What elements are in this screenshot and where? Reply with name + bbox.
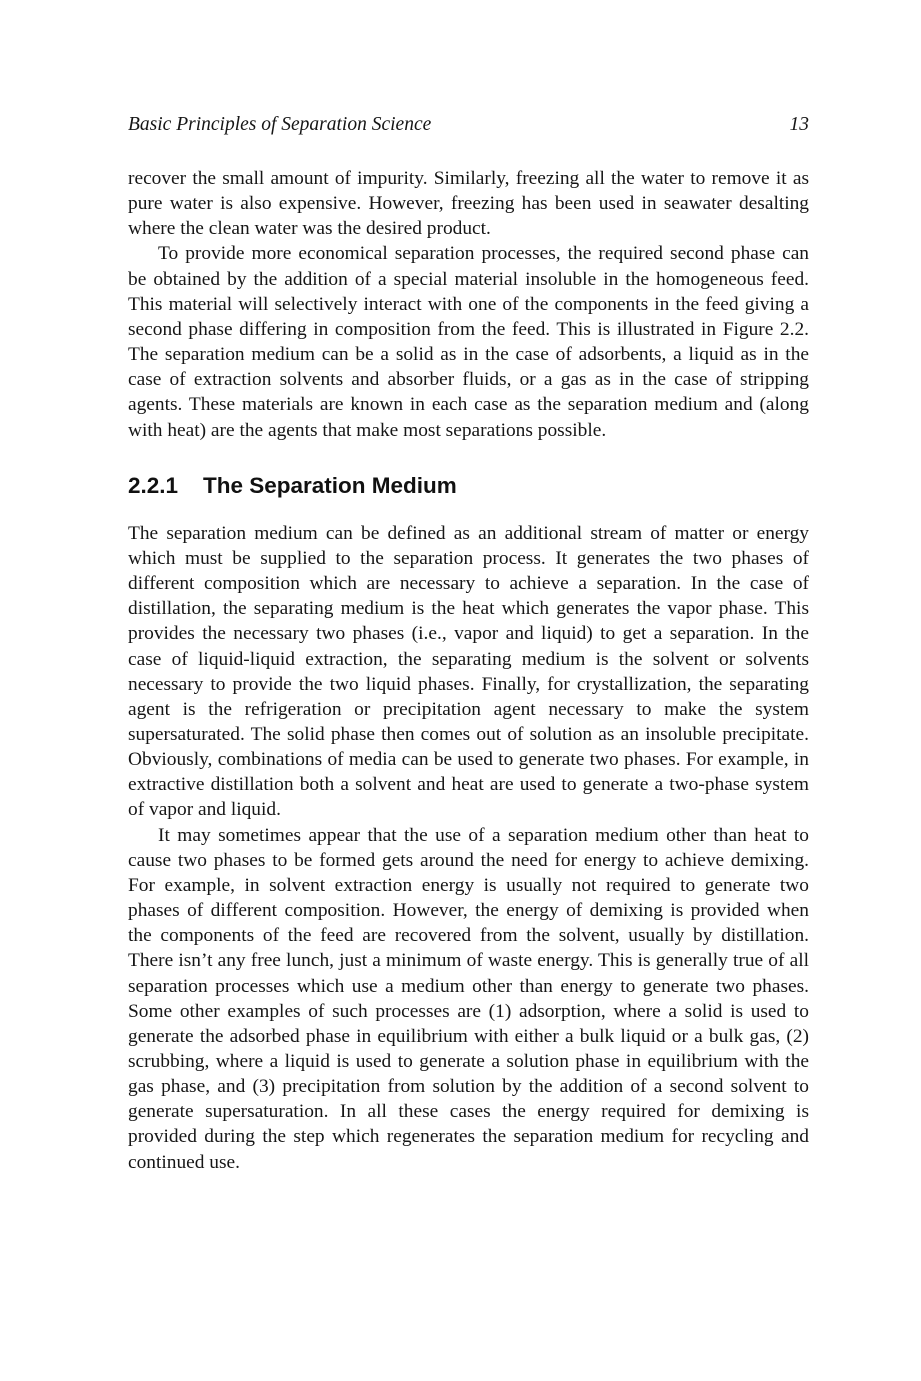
running-head xyxy=(128,112,809,138)
paragraph: The separation medium can be defined as an additional stream of matter or energy which must be supplied to the separation process. It generates the two phases of different composition which are necessary to achieve a separation. In the case of distillation, the separating medium is the heat which generates the vapor phase. This provides the necessary two phases (i.e., vapor and liquid) to get a separation. In the case of liquid-liquid extraction, the separating medium is the solvent or solvents necessary to provide the two liquid phases. Finally, for crystallization, the separating agent is the refrigeration or precipitation agent necessary to make the system supersaturated. The solid phase then comes out of solution as an insoluble precipitate. Obviously, combinations of media can be used to generate two phases. For example, in extractive distillation both a solvent and heat are used to generate a two-phase system of vapor and liquid. xyxy=(128,522,809,821)
paragraph-continuation: recover the small amount of impurity. Similarly, freezing all the water to remove it as pure water is also expensive. However, freezing has been used in seawater desalting where the clean water was the desired product. xyxy=(128,168,809,240)
section-title: The Separation Medium xyxy=(203,472,457,498)
book-page xyxy=(128,112,809,1175)
running-title: Basic Principles of Separation Science xyxy=(128,114,432,135)
section-number: 2.2.1 xyxy=(128,472,179,498)
section-heading xyxy=(128,471,809,501)
page-number: 13 xyxy=(789,114,809,135)
page-body xyxy=(128,166,809,1175)
paragraph: To provide more economical separation processes, the required second phase can be obtained by the addition of a special material insoluble in the homogeneous feed. This material will selectively interact with one of the components in the feed giving a second phase differing in composition from the feed. This is illustrated in Figure 2.2. The separation medium can be a solid as in the case of adsorbents, a liquid as in the case of extraction solvents and absorber fluids, or a gas as in the case of stripping agents. These materials are known in each case as the separation medium and (along with heat) are the agents that make most separations possible. xyxy=(128,243,809,441)
paragraph: It may sometimes appear that the use of a separation medium other than heat to cause two phases to be formed gets around the need for energy to achieve demixing. For example, in solvent extraction energy is usually not required to generate two phases of different composition. However, the energy of demixing is provided when the components of the feed are recovered from the solvent, usually by distillation. There isn’t any free lunch, just a minimum of waste energy. This is generally true of all separation processes which use a medium other than energy to generate two phases. Some other examples of such processes are (1) adsorption, where a solid is used to generate the adsorbed phase in equilibrium with either a bulk liquid or a bulk gas, (2) scrubbing, where a liquid is used to generate a solution phase in equilibrium with the gas phase, and (3) precipitation from solution by the addition of a second solvent to generate supersaturation. In all these cases the energy required for demixing is provided during the step which regenerates the separation medium for recycling and continued use. xyxy=(128,824,809,1173)
